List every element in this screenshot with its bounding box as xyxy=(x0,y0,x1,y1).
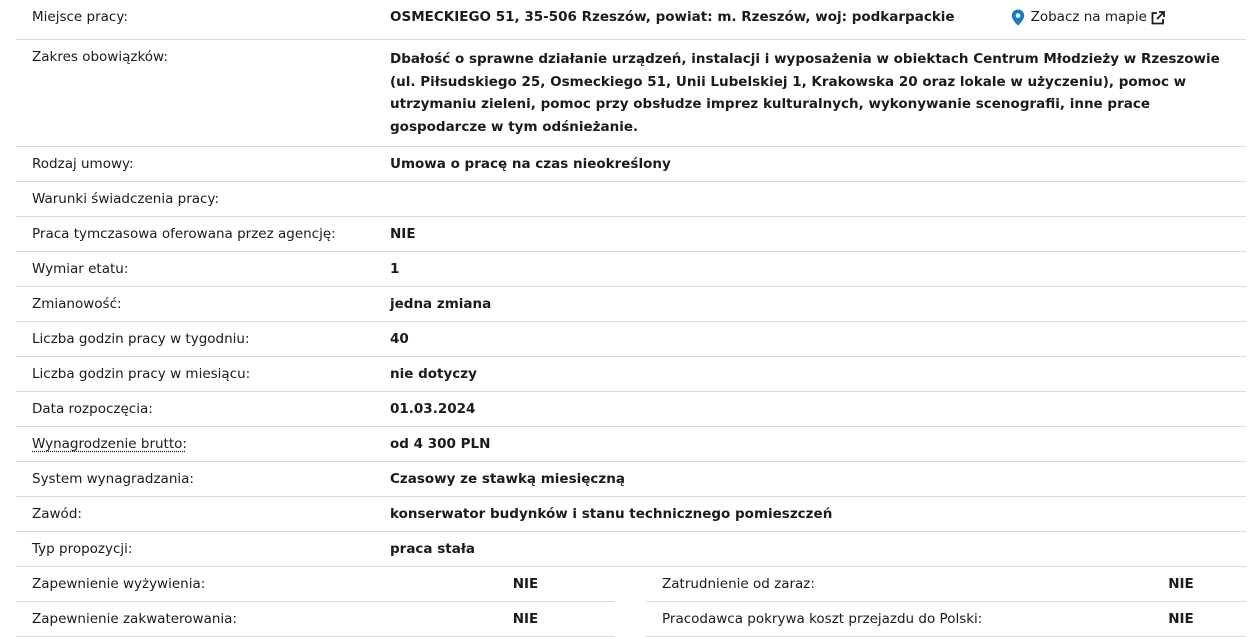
detail-label: Typ propozycji: xyxy=(32,541,133,557)
benefits-grid xyxy=(16,567,1246,637)
detail-value: 01.03.2024 xyxy=(390,401,476,417)
detail-label: Praca tymczasowa oferowana przez agencję: xyxy=(32,226,336,242)
map-pin-icon xyxy=(1011,9,1025,26)
show-on-map-link[interactable] xyxy=(1011,9,1165,26)
detail-label xyxy=(16,427,390,461)
detail-value: NIE xyxy=(1168,576,1194,592)
detail-row-offer-type xyxy=(16,532,1246,567)
detail-row-pay-system xyxy=(16,462,1246,497)
detail-label: Rodzaj umowy: xyxy=(32,156,134,172)
detail-row-meals xyxy=(16,567,615,602)
detail-value: NIE xyxy=(1168,611,1194,627)
detail-row-work-conditions xyxy=(16,182,1246,217)
detail-label: Pracodawca pokrywa koszt przejazdu do Polski: xyxy=(662,611,983,627)
detail-row-fte xyxy=(16,252,1246,287)
detail-label: Miejsce pracy: xyxy=(32,9,128,25)
external-link-icon xyxy=(1151,11,1165,25)
detail-label: Warunki świadczenia pracy: xyxy=(32,191,220,207)
detail-value: Umowa o pracę na czas nieokreślony xyxy=(390,156,671,172)
detail-value: nie dotyczy xyxy=(390,366,477,382)
detail-value: od 4 300 PLN xyxy=(390,436,491,452)
detail-label: Zmianowość: xyxy=(32,296,122,312)
detail-value: NIE xyxy=(512,576,539,592)
detail-value xyxy=(390,0,1246,38)
detail-value: Dbałość o sprawne działanie urządzeń, instalacji i wyposażenia w obiektach Centrum Młodzieży w Rzeszowie (ul. Piłsudskiego 25, Osmeckiego 51, Unii Lubelskiej 1, Krakowska 20 oraz lokale w użyczeniu), pomoc w utrzymaniu zieleni, pomoc przy obsłudze imprez kulturalnych, wykonywanie scenografii, inne prace gospodarcze w tym odśnieżanie. xyxy=(390,51,1220,135)
detail-label: Zakres obowiązków: xyxy=(32,49,168,65)
detail-row-immediate-hire xyxy=(646,567,1246,602)
detail-row-temp-agency xyxy=(16,217,1246,252)
detail-label: Liczba godzin pracy w miesiącu: xyxy=(32,366,251,382)
detail-value: Czasowy ze stawką miesięczną xyxy=(390,471,625,487)
detail-row-occupation xyxy=(16,497,1246,532)
benefits-right-column xyxy=(646,567,1246,637)
detail-value: konserwator budynków i stanu technicznego pomieszczeń xyxy=(390,506,833,522)
detail-label: Data rozpoczęcia: xyxy=(32,401,153,417)
benefits-left-column xyxy=(16,567,615,637)
detail-label: Zawód: xyxy=(32,506,82,522)
detail-row-gross-salary xyxy=(16,427,1246,462)
detail-value: NIE xyxy=(512,611,539,627)
detail-row-shifts xyxy=(16,287,1246,322)
detail-label: Zapewnienie wyżywienia: xyxy=(32,576,206,592)
detail-value: 40 xyxy=(390,331,409,347)
detail-label: System wynagradzania: xyxy=(32,471,194,487)
detail-value: jedna zmiana xyxy=(390,296,492,312)
detail-value xyxy=(390,182,1246,199)
detail-row-contract-type xyxy=(16,147,1246,182)
address-text: OSMECKIEGO 51, 35-506 Rzeszów, powiat: m. Rzeszów, woj: podkarpackie xyxy=(390,9,955,25)
detail-value: praca stała xyxy=(390,541,475,557)
gross-salary-tooltip-term[interactable]: Wynagrodzenie brutto: xyxy=(32,436,187,452)
detail-row-monthly-hours xyxy=(16,357,1246,392)
map-link-label: Zobacz na mapie xyxy=(1030,9,1147,25)
detail-label: Zapewnienie zakwaterowania: xyxy=(32,611,237,627)
detail-value: NIE xyxy=(390,226,416,242)
detail-row-start-date xyxy=(16,392,1246,427)
detail-row-scope xyxy=(16,40,1246,147)
detail-row-weekly-hours xyxy=(16,322,1246,357)
detail-row-location xyxy=(16,0,1246,40)
detail-label: Wymiar etatu: xyxy=(32,261,129,277)
detail-value: 1 xyxy=(390,261,400,277)
detail-label: Liczba godzin pracy w tygodniu: xyxy=(32,331,250,347)
detail-label: Zatrudnienie od zaraz: xyxy=(662,576,815,592)
